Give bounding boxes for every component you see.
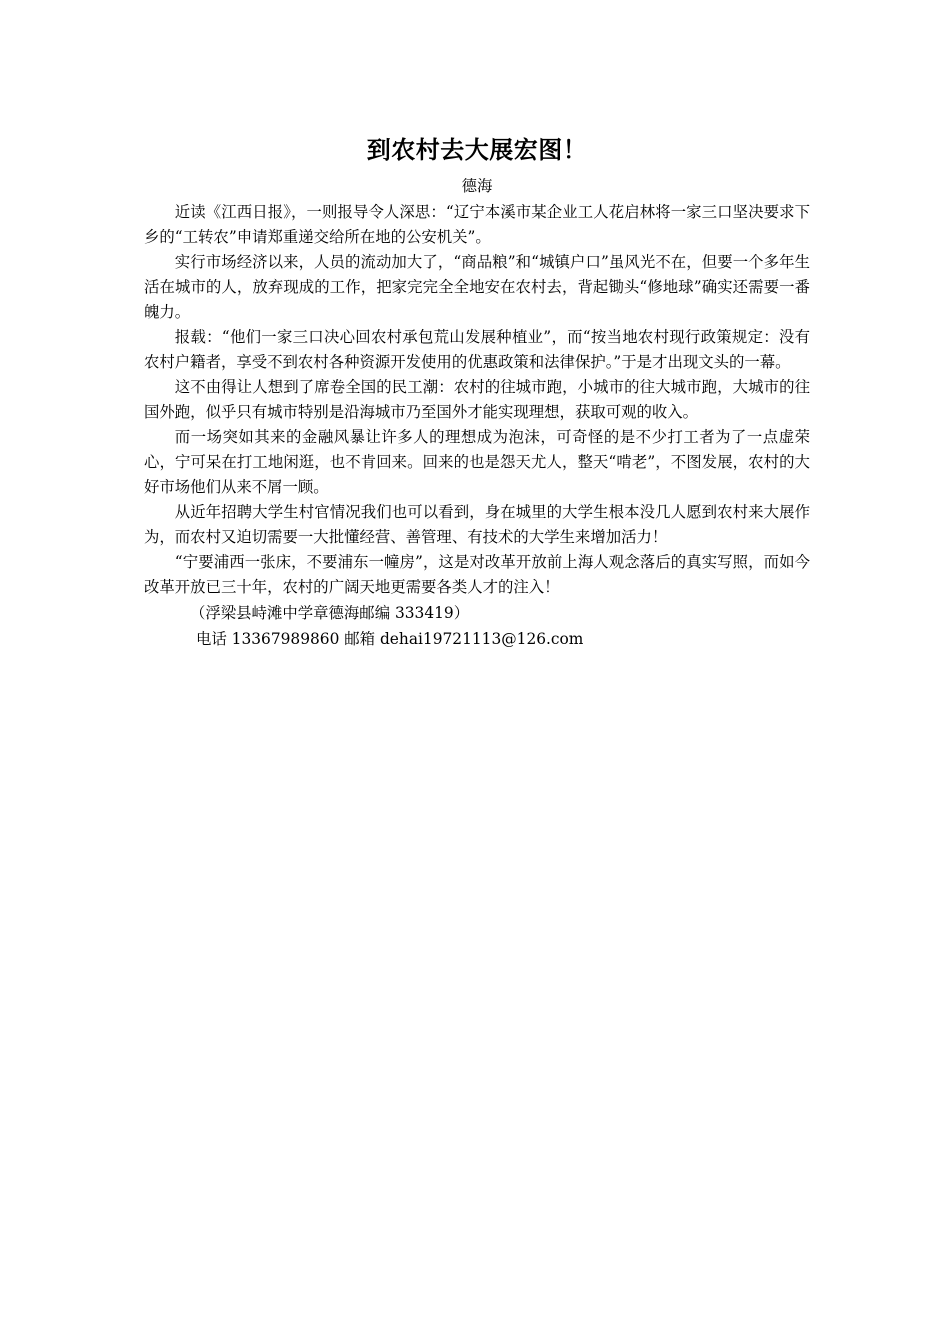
paragraph-3: 报载：“他们一家三口决心回农村承包荒山发展种植业”，而“按当地农村现行政策规定：没有农村户籍者，享受不到农村各种资源开发使用的优惠政策和法律保护。”于是才出现文头的一幕。	[144, 328, 810, 371]
paragraph-7: “宁要浦西一张床，不要浦东一幢房”，这是对改革开放前上海人观念落后的真实写照，而如今改革开放已三十年，农村的广阔天地更需要各类人才的注入！	[144, 553, 810, 596]
article-author: 德海	[461, 177, 493, 195]
paragraph-6: 从近年招聘大学生村官情况我们也可以看到，身在城里的大学生根本没几人愿到农村来大展作为，而农村又迫切需要一大批懂经营、善管理、有技术的大学生来增加活力！	[144, 503, 810, 546]
paragraph-2: 实行市场经济以来，人员的流动加大了，“商品粮”和“城镇户口”虽风光不在，但要一个多年生活在城市的人，放弃现成的工作，把家完完全全地安在农村去，背起锄头“修地球”确实还需要一番魄力。	[144, 253, 810, 321]
author-contact: 电话 13367989860 邮箱 dehai19721113@126.com	[196, 630, 584, 648]
paragraph-4: 这不由得让人想到了席卷全国的民工潮：农村的往城市跑，小城市的往大城市跑，大城市的往国外跑，似乎只有城市特别是沿海城市乃至国外才能实现理想，获取可观的收入。	[144, 378, 810, 421]
paragraph-1: 近读《江西日报》，一则报导令人深思：“辽宁本溪市某企业工人花启林将一家三口坚决要求下乡的“工转农”申请郑重递交给所在地的公安机关”。	[144, 203, 810, 246]
paragraph-5: 而一场突如其来的金融风暴让许多人的理想成为泡沫，可奇怪的是不少打工者为了一点虚荣心，宁可呆在打工地闲逛，也不肯回来。回来的也是怨天尤人，整天“啃老”，不图发展，农村的大好市场他们从来不屑一顾。	[144, 428, 810, 496]
document-page	[144, 128, 810, 652]
article-title: 到农村去大展宏图！	[366, 135, 588, 164]
author-address: （浮梁县峙滩中学章德海邮编 333419）	[190, 604, 470, 622]
